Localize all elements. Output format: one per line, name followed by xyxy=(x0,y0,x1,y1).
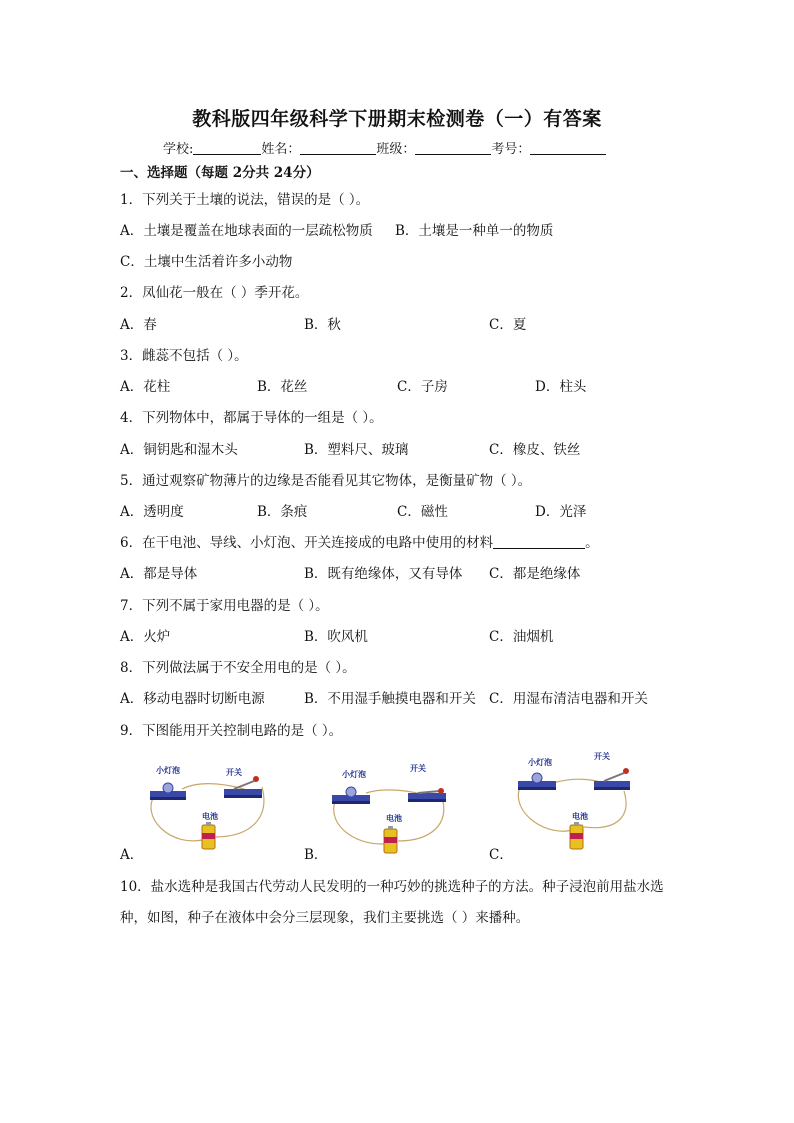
question-8: 8．下列做法属于不安全用电的是（ ）。 xyxy=(120,660,356,676)
q5-option-c: C．磁性 xyxy=(397,504,448,520)
question-10-cont: 种，如图，种子在液体中会分三层现象，我们主要挑选（ ）来播种。 xyxy=(120,910,530,926)
school-label: 学校: xyxy=(163,142,194,157)
q9-option-c: C． xyxy=(489,847,513,863)
q2-option-a: A．春 xyxy=(120,317,157,333)
q7-option-a: A．火炉 xyxy=(120,629,171,645)
q3-option-b: B．花丝 xyxy=(257,379,308,395)
question-4: 4．下列物体中，都属于导体的一组是（ ）。 xyxy=(120,410,383,426)
q6-answer-blank[interactable] xyxy=(493,536,585,549)
q3-option-a: A．花柱 xyxy=(120,379,171,395)
number-label: 考号： xyxy=(491,142,531,157)
page-title: 教科版四年级科学下册期末检测卷（一）有答案 xyxy=(192,108,602,130)
q4-option-b: B．塑料尺、玻璃 xyxy=(304,442,409,458)
question-5: 5．通过观察矿物薄片的边缘是否能看见其它物体，是衡量矿物（ ）。 xyxy=(120,473,532,489)
school-blank[interactable] xyxy=(193,142,261,155)
question-7: 7．下列不属于家用电器的是（ ）。 xyxy=(120,598,329,614)
svg-text:电池: 电池 xyxy=(572,812,588,821)
q4-option-c: C．橡皮、铁丝 xyxy=(489,442,581,458)
q6-option-a: A．都是导体 xyxy=(120,566,198,582)
svg-text:开关: 开关 xyxy=(226,768,242,777)
q1-option-c: C．土壤中生活着许多小动物 xyxy=(120,254,293,270)
q7-option-b: B．吹风机 xyxy=(304,629,368,645)
q1-option-b: B．土壤是一种单一的物质 xyxy=(395,223,554,239)
class-label: 班级： xyxy=(376,142,416,157)
q2-option-b: B．秋 xyxy=(304,317,341,333)
q6-option-c: C．都是绝缘体 xyxy=(489,566,581,582)
section-title: 一、选择题（每题 2分共 24分） xyxy=(120,165,320,181)
svg-text:小灯泡: 小灯泡 xyxy=(528,758,552,767)
q7-option-c: C．油烟机 xyxy=(489,629,554,645)
question-2: 2．凤仙花一般在（ ）季开花。 xyxy=(120,285,309,301)
q3-option-c: C．子房 xyxy=(397,379,448,395)
svg-text:开关: 开关 xyxy=(594,752,610,761)
q6-text-end: 。 xyxy=(585,535,599,551)
student-info-line xyxy=(163,138,606,157)
q6-option-b: B．既有绝缘体，又有导体 xyxy=(304,566,463,582)
circuit-figure-b xyxy=(326,757,454,855)
number-blank[interactable] xyxy=(530,142,606,155)
name-blank[interactable] xyxy=(300,142,376,155)
svg-text:电池: 电池 xyxy=(386,814,402,823)
circuit-figure-c xyxy=(512,747,634,851)
q4-option-a: A．铜钥匙和湿木头 xyxy=(120,442,238,458)
question-9: 9．下图能用开关控制电路的是（ ）。 xyxy=(120,723,343,739)
q6-text: 6．在干电池、导线、小灯泡、开关连接成的电路中使用的材料 xyxy=(120,535,494,551)
q8-option-c: C．用湿布清洁电器和开关 xyxy=(489,691,648,707)
q2-option-c: C．夏 xyxy=(489,317,527,333)
q5-option-d: D．光泽 xyxy=(535,504,587,520)
q5-option-a: A．透明度 xyxy=(120,504,184,520)
q5-option-b: B．条痕 xyxy=(257,504,308,520)
circuit-figure-a xyxy=(142,757,268,855)
name-label: 姓名： xyxy=(261,142,301,157)
q1-option-a: A．土壤是覆盖在地球表面的一层疏松物质 xyxy=(120,223,373,239)
q9-option-b: B． xyxy=(304,847,328,863)
q9-option-a: A． xyxy=(120,847,144,863)
svg-text:小灯泡: 小灯泡 xyxy=(156,766,180,775)
svg-text:开关: 开关 xyxy=(410,764,426,773)
question-3: 3．雌蕊不包括（ ）。 xyxy=(120,348,248,364)
svg-text:电池: 电池 xyxy=(202,812,218,821)
question-10: 10．盐水选种是我国古代劳动人民发明的一种巧妙的挑选种子的方法。种子浸泡前用盐水选 xyxy=(120,879,664,895)
q3-option-d: D．柱头 xyxy=(535,379,587,395)
question-1: 1．下列关于土壤的说法，错误的是（ ）。 xyxy=(120,192,370,208)
svg-text:小灯泡: 小灯泡 xyxy=(342,770,366,779)
q8-option-b: B．不用湿手触摸电器和开关 xyxy=(304,691,476,707)
question-6 xyxy=(120,531,599,551)
q8-option-a: A．移动电器时切断电源 xyxy=(120,691,265,707)
class-blank[interactable] xyxy=(415,142,491,155)
